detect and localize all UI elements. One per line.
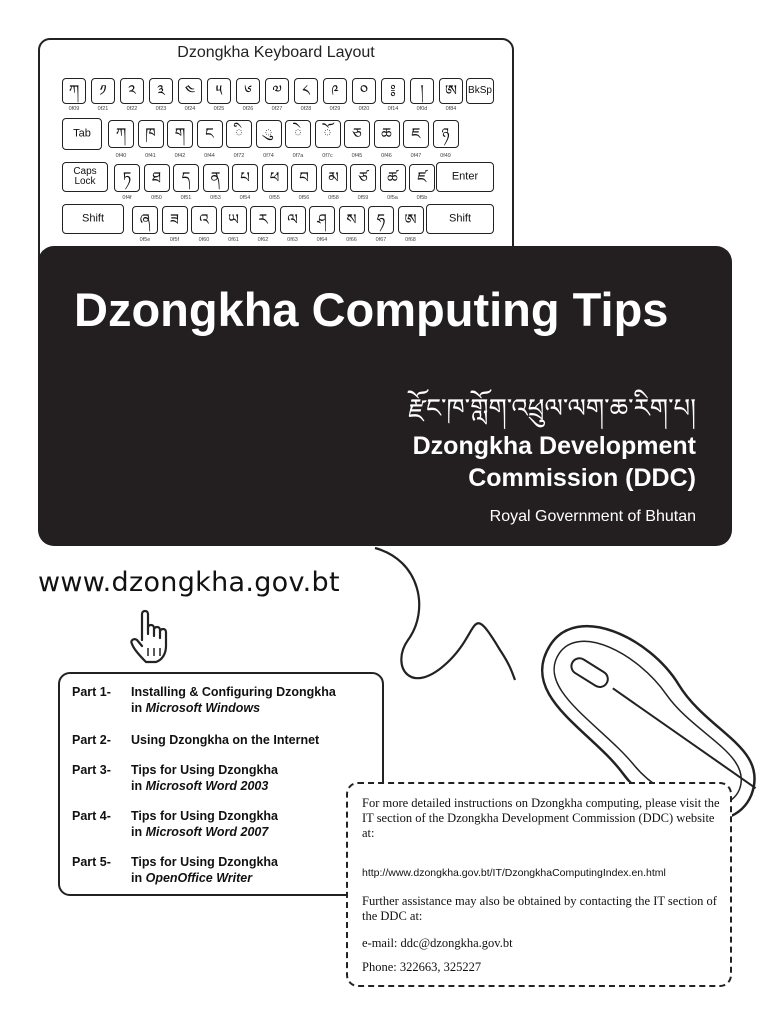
key-code: 0f50 [151,195,162,201]
keyboard-key[interactable] [309,206,335,234]
key-code: 0f4f [122,195,132,201]
keyboard-key[interactable] [262,164,288,192]
keyboard-key-label: བ [299,168,309,187]
keyboard-key-label: ༦ [244,81,252,100]
enter-key-label: Enter [451,170,479,183]
keyboard-key-label: ན [210,168,221,187]
backspace-key-label: BkSp [468,85,492,96]
part-number: Part 4- [72,809,111,823]
key-code: 0f7a [292,153,304,159]
tab-key[interactable] [62,118,102,150]
part-title: Installing & Configuring Dzongkha [131,685,336,699]
keyboard-key-label: ༢ [128,81,136,100]
keyboard-key[interactable] [285,120,311,148]
part-subtitle-prefix: in [131,779,146,793]
keyboard-key-label: ༨ [302,81,310,100]
keyboard-key-label: ཟ [170,210,179,229]
key-code: 0f5a [387,195,398,201]
keyboard-key[interactable] [167,120,193,148]
shift-key-left-label: Shift [81,212,104,225]
key-code: 0f84 [445,106,457,112]
part-subtitle: Microsoft Word 2007 [145,825,269,839]
key-code: 0f5f [169,237,180,243]
keyboard-key[interactable] [138,120,164,148]
keyboard-key-label: ང [205,124,214,143]
part-subtitle-prefix: in [131,825,146,839]
shift-key-right-label: Shift [448,212,471,225]
key-code: 0f45 [351,153,363,159]
info-further: Further assistance may also be obtained by contacting the IT section of the DDC at: [362,894,717,923]
part-subtitle-prefix: in [131,871,146,885]
keyboard-key[interactable] [294,78,318,104]
key-code: 0f62 [257,237,269,243]
keyboard-key[interactable] [410,78,434,104]
keyboard-key-label: ཡ [228,210,239,229]
keyboard-key-label: ༤ [184,81,196,100]
key-code: 0f25 [213,106,225,112]
keyboard-key-label: ཉ [441,124,450,143]
keyboard-key-label: ཙ [358,168,368,187]
title-banner [38,246,732,546]
key-code: 0f63 [287,237,298,243]
keyboard-key-label: ༠ [359,81,369,100]
keyboard-key[interactable] [403,120,429,148]
key-code: 0f55 [269,195,280,201]
keyboard-key[interactable] [221,206,247,234]
backspace-key[interactable] [466,78,494,104]
key-code: 0f60 [198,237,210,243]
organization-name: Dzongkha Development Commission (DDC) [412,432,696,492]
tibetan-title: རྫོང་ཁ་གློག་འཕྲུལ་ལག་ཆ་རིག་པ། [408,394,696,424]
keyboard-key-label: ག [174,124,186,143]
keyboard-key-label: ོ [323,124,332,143]
keyboard-key[interactable] [409,164,435,192]
key-code: 0f42 [174,153,186,159]
key-code: 0f46 [381,153,392,159]
keyboard-key[interactable] [433,120,459,148]
keyboard-key-label: པ [240,168,250,187]
keyboard-key[interactable] [265,78,289,104]
key-code: 0f59 [357,195,369,201]
info-phone: Phone: 322663, 325227 [362,960,482,974]
keyboard-key-label: ར [258,210,268,229]
part-number: Part 1- [72,685,111,699]
part-number: Part 2- [72,733,111,747]
keyboard-key-label: ཛ [417,168,427,187]
keyboard-key[interactable] [250,206,276,234]
keyboard-key[interactable] [144,164,170,192]
shift-key-left[interactable] [62,204,124,234]
keyboard-key[interactable] [132,206,158,234]
keyboard-key-label: ཧ [376,210,386,229]
keyboard-key-label: ཨ [404,210,417,229]
keyboard-key-label: ། [420,81,424,100]
key-code: 0f28 [300,106,312,112]
key-code: 0f23 [155,106,167,112]
keyboard-key-label: ལ [287,210,298,229]
key-code: 0f61 [228,237,239,243]
keyboard-key[interactable] [380,164,406,192]
key-code: 0f29 [329,106,341,112]
keyboard-title: Dzongkha Keyboard Layout [177,44,375,61]
key-code: 0f53 [210,195,221,201]
keyboard-key-label: ཆ [381,124,392,143]
keyboard-key[interactable] [350,164,376,192]
keyboard-key-label: ཇ [411,124,421,143]
keyboard-key[interactable] [344,120,370,148]
key-code: 0f58 [328,195,339,201]
info-email[interactable]: e-mail: ddc@dzongkha.gov.bt [362,936,513,950]
keyboard-key[interactable] [323,78,347,104]
part-number: Part 5- [72,855,111,869]
keyboard-key-label: ༡ [99,81,107,100]
keyboard-key-label: ཀ [115,124,127,143]
key-code: 0f54 [239,195,251,201]
keyboard-key[interactable] [339,206,365,234]
keyboard-key[interactable] [352,78,376,104]
keyboard-key[interactable] [368,206,394,234]
keyboard-key[interactable] [203,164,229,192]
hand-cursor-icon [128,608,184,666]
keyboard-key[interactable] [321,164,347,192]
keyboard-key-label: མ [328,168,339,187]
keyboard-key-label: ༥ [215,81,223,100]
keyboard-key-label: ཤ [317,210,327,229]
key-code: 0f66 [346,237,357,243]
keyboard-key[interactable] [315,120,341,148]
key-code: 0f68 [405,237,416,243]
caps-lock-key[interactable] [62,162,108,192]
key-code: 0f14 [387,106,399,112]
keyboard-key-label: ཞ [139,210,151,229]
keyboard-key[interactable] [191,206,217,234]
keyboard-key[interactable] [149,78,173,104]
tab-key-label: Tab [73,127,91,140]
key-code: 0f51 [180,195,192,201]
page-title: Dzongkha Computing Tips [74,283,669,336]
part-title: Tips for Using Dzongkha [131,809,278,823]
keyboard-key[interactable] [256,120,282,148]
keyboard-key[interactable] [114,164,140,192]
keyboard-key-label: ༧ [272,81,282,100]
part-subtitle: Microsoft Windows [145,701,261,715]
key-code: 0f5b [416,195,428,201]
part-subtitle: Microsoft Word 2003 [145,779,269,793]
key-code: 0f72 [233,153,245,159]
keyboard-key[interactable] [398,206,424,234]
contact-info-box [346,782,732,987]
keyboard-key-label: ས [346,210,357,229]
key-code: 0f67 [375,237,387,243]
keyboard-key[interactable] [232,164,258,192]
mouse-cable [375,548,515,680]
keyboard-key[interactable] [291,164,317,192]
keyboard-key-label: ཏ [122,168,132,187]
key-code: 0f7c [322,153,333,159]
part-subtitle: OpenOffice Writer [145,871,253,885]
key-code: 0f20 [358,106,370,112]
key-code: 0f27 [271,106,283,112]
keyboard-key-label: ཀ [68,81,80,100]
keyboard-key[interactable] [162,206,188,234]
key-code: 0f09 [68,106,80,112]
keyboard-key[interactable] [226,120,252,148]
keyboard-key[interactable] [197,120,223,148]
key-code: 0f24 [184,106,196,112]
key-code: 0f0d [416,106,428,112]
keyboard-key-label: ི [234,124,244,143]
keyboard-key-label: ཁ [145,124,156,143]
key-code: 0f26 [242,106,254,112]
part-title: Using Dzongkha on the Internet [131,733,320,747]
keyboard-key-label: ༣ [157,81,165,100]
key-code: 0f74 [263,153,274,159]
keyboard-key-label: ེ [293,124,303,143]
part-subtitle-prefix: in [131,701,146,715]
keyboard-key-label: ཅ [352,124,362,143]
shift-key-right[interactable] [426,204,494,234]
key-code: 0f5e [139,237,151,243]
keyboard-key[interactable] [178,78,202,104]
keyboard-key-label: ཕ [269,168,280,187]
keyboard-key-label: ཨ [444,81,457,100]
key-code: 0f47 [410,153,422,159]
info-link[interactable]: http://www.dzongkha.gov.bt/IT/DzongkhaComputingIndex.en.html [362,867,666,879]
part-number: Part 3- [72,763,111,777]
keyboard-key[interactable] [108,120,134,148]
key-code: 0f22 [126,106,138,112]
part-title: Tips for Using Dzongkha [131,855,278,869]
government-name: Royal Government of Bhutan [489,508,696,525]
keyboard-key[interactable] [120,78,144,104]
keyboard-key[interactable] [236,78,260,104]
keyboard-key-label: ༔ [390,81,396,100]
keyboard-key-label: ཐ [151,168,162,187]
key-code: 0f40 [115,153,127,159]
enter-key[interactable] [436,162,494,192]
keyboard-key[interactable] [173,164,199,192]
keyboard-key-label: འ [199,210,209,229]
keyboard-key[interactable] [439,78,463,104]
key-code: 0f21 [97,106,109,112]
keyboard-key[interactable] [91,78,115,104]
key-code: 0f41 [145,153,156,159]
keyboard-key-label: ༩ [331,81,339,100]
keyboard-layout [38,38,514,272]
keyboard-key-label: ུ [264,124,273,143]
keyboard-key-label: ཚ [387,168,398,187]
part-title: Tips for Using Dzongkha [131,763,278,777]
keyboard-key[interactable] [62,78,86,104]
keyboard-key[interactable] [207,78,231,104]
key-code: 0f56 [298,195,310,201]
key-code: 0f64 [316,237,328,243]
key-code: 0f44 [204,153,215,159]
keyboard-key-label: ད [181,168,191,187]
caps-lock-key-label: Caps Lock [73,166,97,187]
website-link[interactable]: www.dzongkha.gov.bt [38,567,340,598]
keyboard-key[interactable] [374,120,400,148]
parts-list [58,672,384,896]
keyboard-key[interactable] [381,78,405,104]
info-intro: For more detailed instructions on Dzongkha computing, please visit the IT section of the Dzongkha Development Commission (DDC) website at: [362,796,720,840]
key-code: 0f49 [440,153,451,159]
keyboard-key[interactable] [280,206,306,234]
